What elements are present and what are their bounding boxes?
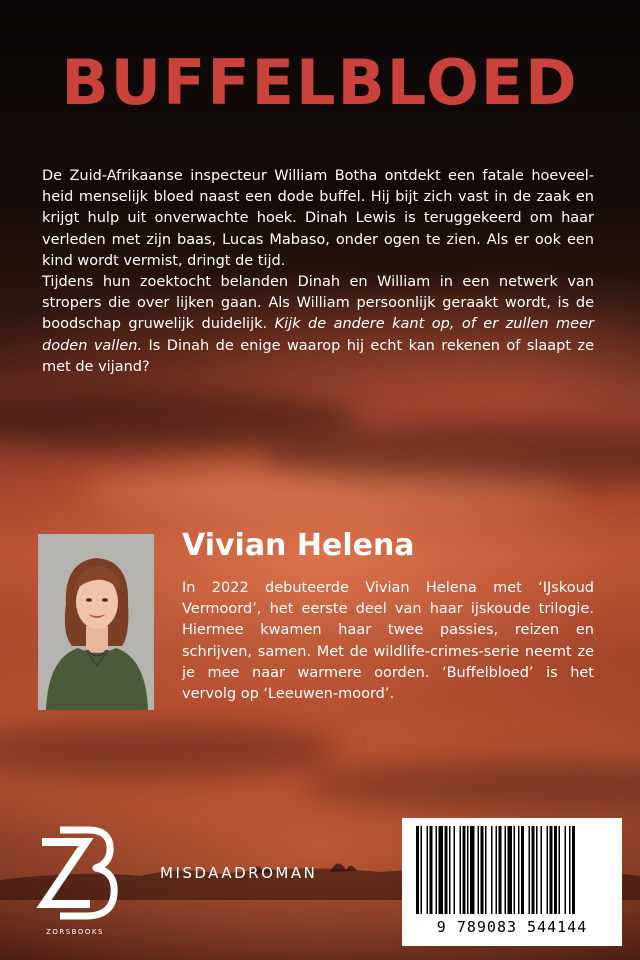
barcode-bar (449, 826, 451, 914)
author-portrait-illustration (38, 534, 154, 710)
barcode-bar (481, 826, 484, 914)
isbn-barcode (402, 818, 622, 946)
barcode-bar (554, 826, 557, 914)
barcode-bar (460, 826, 462, 914)
barcode-bar (478, 826, 480, 914)
cloud-decoration (0, 720, 340, 780)
barcode-bar (532, 826, 535, 914)
barcode-bars (402, 818, 622, 918)
barcode-bar (427, 826, 429, 914)
barcode-bar (496, 826, 498, 914)
barcode-bar (416, 826, 419, 914)
barcode-bar (454, 826, 456, 914)
barcode-bar (529, 826, 531, 914)
cloud-decoration (300, 760, 640, 810)
blurb-text-plain: Is Dinah de enige waarop hij echt kan rekenen of slaapt ze met de vijand? (42, 337, 594, 375)
publisher-name: ZORSBOOKS (46, 928, 104, 936)
barcode-bar (463, 826, 466, 914)
barcode-bar (467, 826, 469, 914)
barcode-bar (505, 826, 507, 914)
isbn-number: 9 789083 544144 (436, 918, 588, 936)
barcode-bar (559, 826, 561, 914)
barcode-bar (565, 826, 567, 914)
barcode-bar (499, 826, 502, 914)
barcode-bar (572, 826, 575, 914)
barcode-bar (430, 826, 433, 914)
cloud-decoration (80, 470, 580, 510)
barcode-bar (491, 826, 493, 914)
barcode-bar (536, 826, 538, 914)
barcode-bar (421, 826, 423, 914)
author-name: Vivian Helena (182, 528, 415, 563)
barcode-bar (445, 826, 448, 914)
blurb-text-italic: Kijk de andere kant op, of er zullen meer doden vallen. (42, 316, 594, 354)
barcode-bar (521, 826, 524, 914)
book-title: BUFFELBLOED (61, 46, 579, 119)
barcode-bar (541, 826, 543, 914)
publisher-logo (30, 820, 120, 940)
genre-label: MISDAADROMAN (160, 864, 318, 882)
blurb-text (42, 166, 594, 378)
author-bio: In 2022 debuteerde Vivian Helena met ‘IJskoud Vermoord’, het eerste deel van haar ijskoude trilogie. Hiermee kwamen haar twee passies, reizen en schrijven, samen. Met de wildlife-crimes-serie neemt ze je mee naar warmere oorden. ‘Buffelbloed’ is het vervolg op ‘Leeuwen-moord’. (182, 580, 594, 703)
barcode-bar (436, 826, 438, 914)
barcode-bar (547, 826, 549, 914)
blurb-text-plain: Tijdens hun zoektocht belanden Dinah en William in een netwerk van stropers die over lijken gaan. Als William persoonlijk geraakt wordt, is de boodschap gruwelijk duidelijk. (42, 274, 594, 333)
barcode-bar (518, 826, 520, 914)
blurb-paragraph-1: De Zuid-Afrikaanse inspecteur William Botha ontdekt een fatale hoeveel-heid menselijk bloed naast een dode buffel. Hij bijt zich vast in de zaak en krijgt hulp uit onverwachte hoek. Dinah Lewis is teruggekeerd om haar verleden met zijn baas, Lucas Mabaso, onder ogen te zien. Als er ook een kind wordt vermist, dringt de tijd. (42, 168, 594, 269)
barcode-bar (550, 826, 553, 914)
zb-logo-icon (30, 820, 120, 940)
barcode-bar (508, 826, 513, 914)
barcode-bar (485, 826, 487, 914)
barcode-bar (439, 826, 444, 914)
barcode-bar (514, 826, 516, 914)
barcode-bar (569, 826, 571, 914)
barcode-bar (470, 826, 475, 914)
author-photo (38, 534, 154, 710)
blurb-paragraph-2 (42, 272, 594, 378)
